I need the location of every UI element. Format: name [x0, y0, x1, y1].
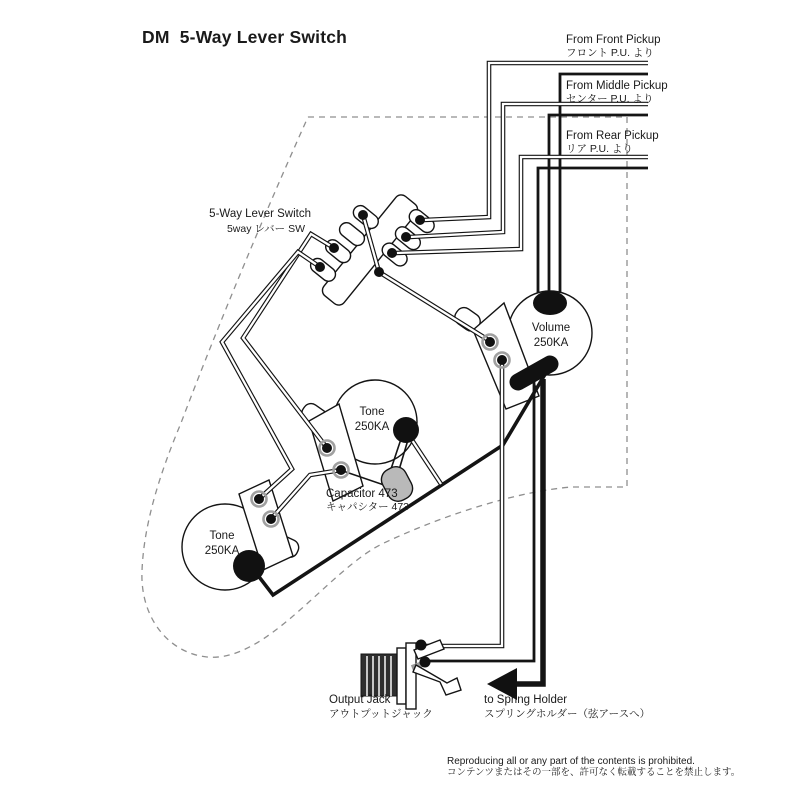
rear-pickup-label: From Rear Pickup [566, 130, 659, 142]
wire-rear-pickup-hot [396, 157, 648, 253]
tone-middle-pot-value: 250KA [354, 421, 390, 433]
volume-top-solder-blob [533, 291, 567, 315]
jack-nut-plate [406, 643, 416, 709]
front-pickup-label-ja: フロント P.U. より [566, 47, 654, 59]
capacitor-label: Capacitor 473 [326, 488, 398, 500]
tone-middle-pot-name: Tone [359, 406, 385, 418]
spring-holder-label-ja: スプリングホルダー（弦アースへ） [484, 708, 651, 720]
middle-pickup-label: From Middle Pickup [566, 80, 668, 92]
output-jack-label-ja: アウトプットジャック [329, 708, 433, 720]
output-jack-label: Output Jack [329, 694, 391, 706]
lever-switch-label-ja: 5way レバー SW [226, 223, 305, 235]
spring-holder-label: to Spring Holder [484, 694, 568, 706]
wire-front-pickup-ground [560, 74, 648, 293]
footer-notice: Reproducing all or any part of the contents is prohibited. [447, 756, 695, 767]
wire-to-spring-holder [517, 379, 543, 684]
tone-lower-pot-value: 250KA [204, 545, 240, 557]
front-pickup-label: From Front Pickup [566, 34, 661, 46]
rear-pickup-label-ja: リア P.U. より [566, 143, 633, 155]
volume-pot-name: Volume [531, 322, 571, 334]
capacitor-label-ja: キャパシター 473 [326, 501, 410, 513]
tone-lower-pot-name: Tone [209, 530, 235, 542]
lever-switch-body [300, 176, 438, 322]
jack-tip-prong [413, 665, 461, 695]
footer-notice-ja: コンテンツまたはその一部を、許可なく転載することを禁止します。 [447, 767, 741, 778]
wire-volume-to-jack-ground [429, 382, 534, 661]
page-title: DM 5-Way Lever Switch [142, 27, 348, 47]
lever-switch-label: 5-Way Lever Switch [209, 208, 311, 220]
volume-pot-value: 250KA [533, 337, 569, 349]
wire-rear-pickup-ground [538, 168, 648, 293]
jack-washer [397, 648, 406, 704]
middle-pickup-label-ja: センター P.U. より [566, 93, 654, 105]
